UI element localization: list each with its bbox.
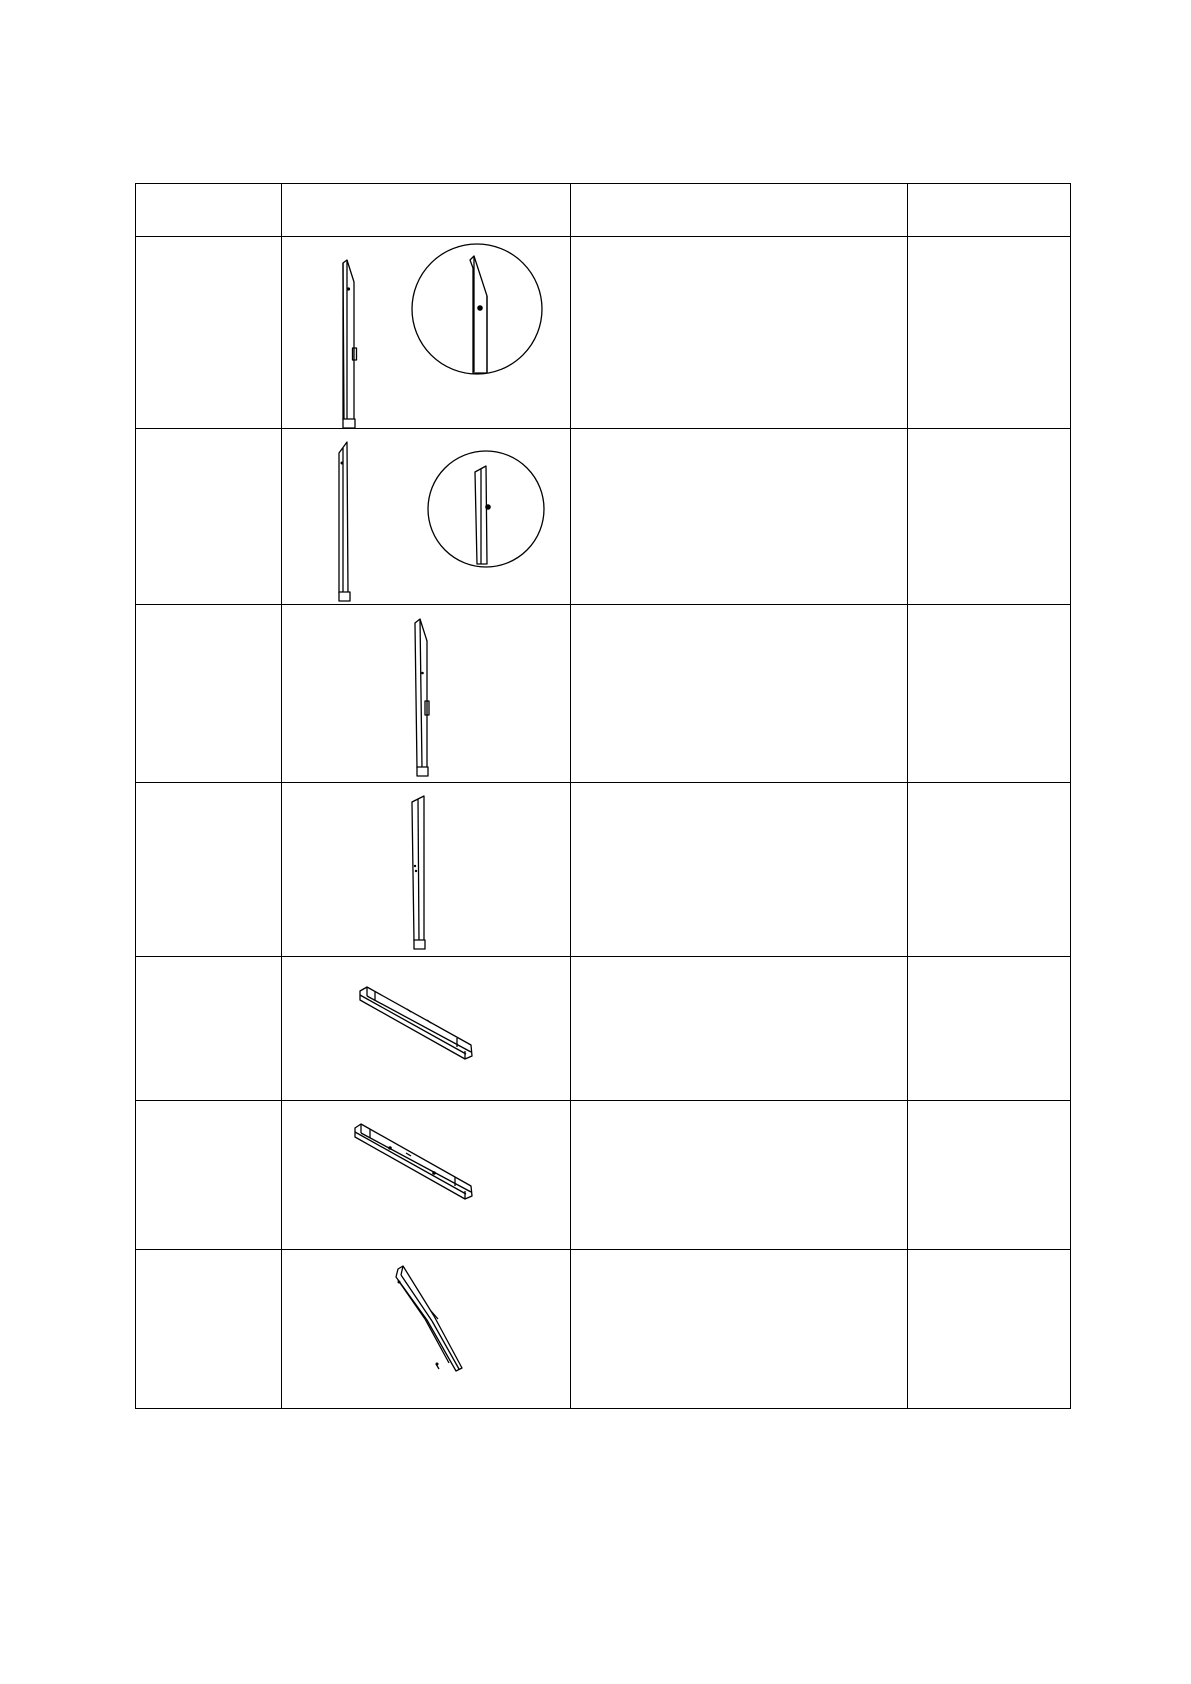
diagonal-brace-icon [135, 183, 1071, 1409]
parts-table [135, 183, 1071, 1409]
